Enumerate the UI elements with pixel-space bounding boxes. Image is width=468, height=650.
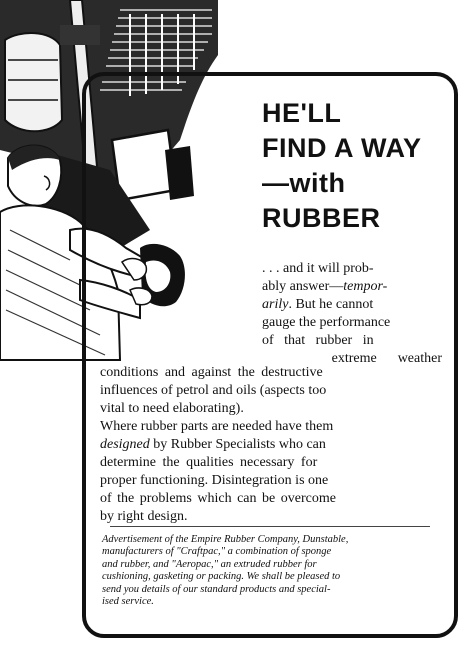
body-copy-top [262,260,442,368]
footer-line: ised service. [102,596,154,608]
body-line: determine the qualities necessary for [100,455,318,470]
body-line: conditions and against the destructive [100,365,323,380]
body-line: vital to need elaborating). [100,401,244,416]
body-line: gauge the performance [262,315,391,330]
body-text: . But he cannot [288,297,374,312]
body-line: extreme weather [331,351,442,366]
headline-line-1: HE'LL [262,98,342,128]
body-italic-text: arily [262,297,289,312]
headline-line-4: RUBBER [262,203,381,233]
body-italic-text: tempor- [343,279,388,294]
headline-line-2: FIND A WAY [262,133,422,163]
body-line: Where rubber parts are needed have them [100,419,334,434]
body-line: by right design. [100,509,188,524]
body-text: ably answer— [262,279,344,294]
body-line [100,436,445,454]
divider-rule [110,526,430,527]
body-line [262,296,442,314]
body-italic-text: designed [100,437,150,452]
footer-line: Advertisement of the Empire Rubber Company, Dunstable, [102,534,349,545]
body-line: proper functioning. Disintegration is one [100,473,329,488]
body-line: influences of petrol and oils (aspects too [100,383,327,398]
footer-line: and rubber, and "Aeropac," an extruded rubber for [102,558,317,570]
body-text: by Rubber Specialists who can [149,437,326,452]
footer-line: send you details of our standard products and special- [102,583,331,595]
headline [262,96,452,236]
body-copy-bottom [100,364,445,526]
headline-line-3: —with [262,168,346,198]
footer-line: manufacturers of "Craftpac," a combination of sponge [102,546,332,558]
body-line [262,278,442,296]
body-line: of that rubber in [262,333,374,348]
advertiser-footer [102,534,440,608]
body-line: . . . and it will prob- [262,261,374,276]
body-line: of the problems which can be overcome [100,491,336,506]
footer-line: cushioning, gasketing or packing. We shall be pleased to [102,571,341,583]
